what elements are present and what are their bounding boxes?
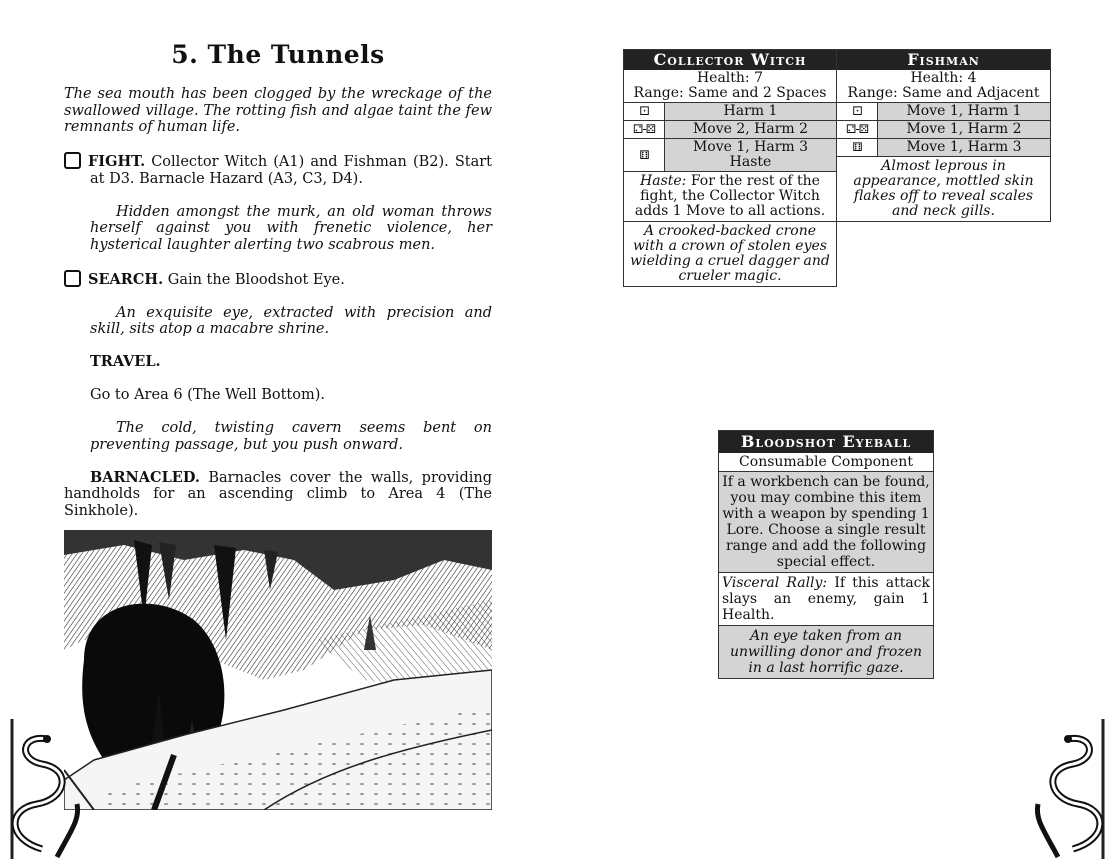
action-text: Move 1, Harm 3 Haste xyxy=(665,139,836,171)
rally-text: If this attack slays an enemy, gain 1 Health. xyxy=(722,575,930,623)
search-flavor: An exquisite eye, extracted with precision and skill, sits atop a macabre shrine. xyxy=(90,304,492,337)
travel-label: TRAVEL. xyxy=(90,353,161,370)
collector-witch-range: Range: Same and 2 Spaces xyxy=(633,85,827,101)
fishman-stat-block xyxy=(836,49,1051,222)
collector-witch-action-row xyxy=(624,121,836,139)
search-text: Gain the Bloodshot Eye. xyxy=(163,271,345,288)
fishman-stats xyxy=(837,70,1050,103)
item-type: Consumable Component xyxy=(719,453,933,472)
page-title: 5. The Tunnels xyxy=(171,40,385,69)
fishman-action-row xyxy=(837,121,1050,139)
fight-label: FIGHT. xyxy=(88,153,146,170)
die-two-to-five-icon: ⚁-⚄ xyxy=(624,121,665,138)
serpent-corner-ornament-left xyxy=(2,709,82,859)
die-two-to-five-icon: ⚁-⚄ xyxy=(837,121,878,138)
collector-witch-action-row xyxy=(624,139,836,172)
die-one-icon: ⚀ xyxy=(624,103,665,120)
haste-rule xyxy=(624,172,836,222)
collector-witch-flavor: A crooked-backed crone with a crown of stolen eyes wielding a cruel dagger and crueler magic. xyxy=(630,223,830,284)
item-flavor: An eye taken from an unwilling donor and frozen in a last horrific gaze. xyxy=(719,626,933,678)
action-text: Move 2, Harm 2 xyxy=(665,121,836,138)
action-text: Harm 1 xyxy=(665,103,836,120)
rally-label: Visceral Rally: xyxy=(722,575,828,591)
visceral-rally-rule xyxy=(719,573,933,626)
travel-flavor: The cold, twisting cavern seems bent on preventing passage, but you push onward. xyxy=(90,420,492,453)
cave-illustration xyxy=(64,530,492,810)
left-page xyxy=(0,0,557,859)
fishman-range: Range: Same and Adjacent xyxy=(847,85,1040,101)
barnacled-paragraph xyxy=(64,470,492,520)
adventure-text xyxy=(64,86,492,536)
haste-label: Haste: xyxy=(640,173,687,189)
search-label: SEARCH. xyxy=(88,270,164,288)
collector-witch-health: Health: 7 xyxy=(696,70,764,86)
fight-text: Collector Witch (A1) and Fishman (B2). Start at D3. Barnacle Hazard (A3, C3, D4). xyxy=(90,154,492,187)
travel-label-paragraph xyxy=(64,354,492,371)
fishman-action-row xyxy=(837,103,1050,121)
fight-checkbox[interactable] xyxy=(64,152,81,169)
fishman-action-row xyxy=(837,139,1050,157)
item-body: If a workbench can be found, you may combine this item with a weapon by spending 1 Lore. Choose a single result range and add the following special effect. xyxy=(719,472,933,573)
intro-paragraph: The sea mouth has been clogged by the wreckage of the swallowed village. The rotting fish and algae taint the few remnants of human life. xyxy=(64,86,492,135)
collector-witch-action-row xyxy=(624,103,836,121)
fishman-flavor: Almost leprous in appearance, mottled skin flakes off to reveal scales and neck gills. xyxy=(853,158,1034,219)
action-text: Move 1, Harm 3 xyxy=(878,139,1050,156)
action-text: Move 1, Harm 1 xyxy=(878,103,1050,120)
travel-text: Go to Area 6 (The Well Bottom). xyxy=(90,387,325,403)
fishman-name: Fishman xyxy=(837,50,1050,70)
barnacled-text: Barnacles cover the walls, providing handholds for an ascending climb to Area 4 (The Sinkhole). xyxy=(64,469,492,519)
bloodshot-eyeball-card xyxy=(718,430,934,679)
serpent-corner-ornament-right xyxy=(1033,709,1113,859)
collector-witch-name: Collector Witch xyxy=(624,50,836,70)
die-six-icon: ⚅ xyxy=(837,139,878,156)
fight-paragraph xyxy=(64,152,492,187)
fishman-health: Health: 4 xyxy=(910,70,977,86)
item-name: Bloodshot Eyeball xyxy=(719,431,933,453)
die-six-icon: ⚅ xyxy=(624,139,665,171)
search-checkbox[interactable] xyxy=(64,270,81,287)
collector-witch-stats xyxy=(624,70,836,103)
die-one-icon: ⚀ xyxy=(837,103,878,120)
fight-flavor: Hidden amongst the murk, an old woman throws herself against you with frenetic violence, her hysterical laughter alerting two scabrous men. xyxy=(90,203,492,253)
collector-witch-stat-block xyxy=(623,49,837,287)
search-paragraph xyxy=(64,270,492,289)
barnacled-label: BARNACLED. xyxy=(90,468,200,486)
action-text: Move 1, Harm 2 xyxy=(878,121,1050,138)
haste-text: For the rest of the fight, the Collector Witch adds 1 Move to all actions. xyxy=(634,173,826,219)
